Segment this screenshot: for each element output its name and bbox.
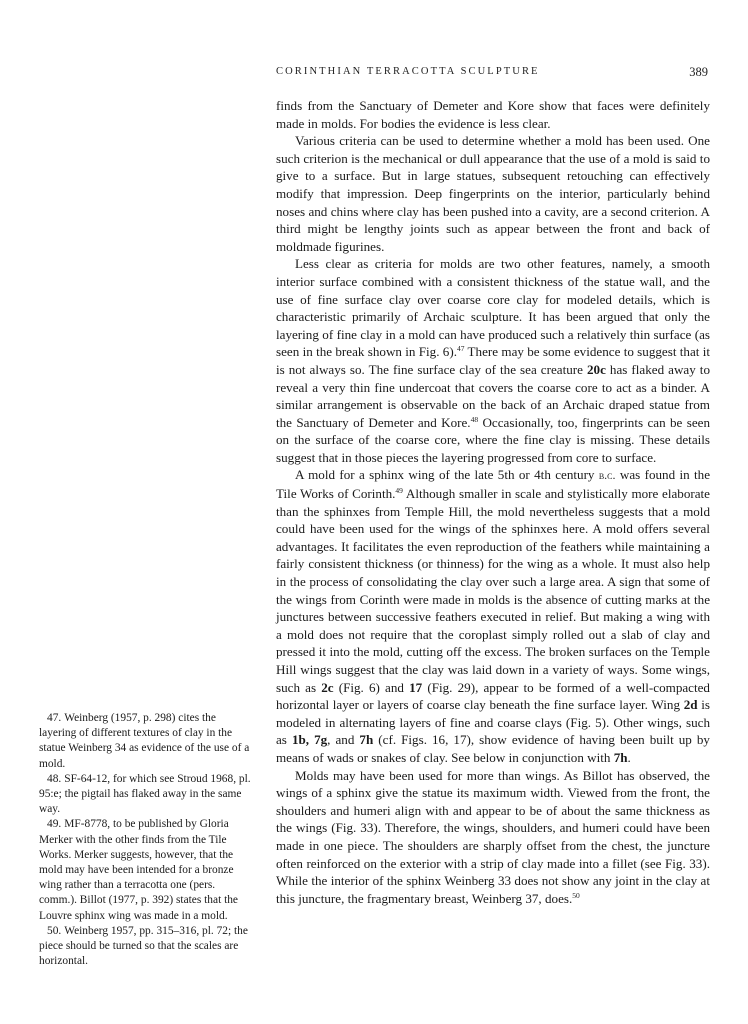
- footnote-47: [39, 711, 251, 772]
- text-run: has flaked away to reveal a very thin fine undercoat that covers the coarse core to act as a binder. A similar arrangement is observable on the back of an Archaic draped statue from the Sanctuary of Demeter and Kore.: [276, 361, 710, 430]
- catalog-ref: 20c: [586, 361, 606, 377]
- paragraph-5: [276, 767, 710, 908]
- text-run: A mold for a sphinx wing of the late 5th or 4th century: [295, 467, 599, 483]
- text-run: (cf. Figs. 16, 17), show evidence of having been built up by means of wads or snakes of clay. See below in conjunction with: [276, 732, 710, 765]
- catalog-ref: 2d: [683, 697, 698, 713]
- footnote-number: 50.: [47, 924, 62, 937]
- paragraph-2: Various criteria can be used to determine whether a mold has been used. One such criterion is the mechanical or dull appearance that the use of a mold is said to give to a surface. But in large statues, subsequent retouching can effectively modify that impression. Deep fingerprints on the interior, particularly behind noses and chins where clay has been pushed into a cavity, are a second criterion. A third might be lengthy joints such as appear between the front and back of moldmade figurines.: [276, 133, 710, 254]
- text-run: (Fig. 29), appear to be formed of a well-compacted horizontal layer or layers of coarse clay beneath the fine surface layer. Wing: [276, 679, 710, 713]
- text-run: is modeled in alternating layers of fine and coarse clays (Fig. 5). Other wings, such as: [276, 697, 710, 748]
- footnote-text: SF-64-12, for which see Stroud 1968, pl. 95:e; the pigtail has flaked away in the same way.: [39, 772, 251, 816]
- paragraph-4: [276, 466, 710, 766]
- footnote-ref-49[interactable]: 49: [395, 486, 403, 496]
- main-text-column: [276, 97, 710, 907]
- footnote-49: [39, 817, 251, 923]
- footnote-text: Weinberg 1957, pp. 315–316, pl. 72; the piece should be turned so that the scales are horizontal.: [39, 924, 248, 968]
- text-run: .: [627, 749, 631, 765]
- text-run: Molds may have been used for more than wings. As Billot has observed, the wings of a sphinx give the statue its maximum width. Viewed from the front, the shoulders and humeri align with and appear to be of about the same thickness as the wings (Fig. 33). Therefore, the wings, shoulders, and humeri could have been made in one piece. The shoulders are sharply offset from the chest, the juncture often reinforced on the exterior with a strip of clay made into a fillet (see Fig. 33). While the interior of the sphinx Weinberg 33 does not show any joint in the clay at this juncture, the fragmentary breast, Weinberg 37, does.: [276, 767, 710, 906]
- text-run: Occasionally, too, fingerprints can be seen on the surface of the coarse core, where the fine clay is missing. These details suggest that in those pieces the layering progressed from core to surface.: [276, 414, 710, 465]
- catalog-ref: 17: [409, 679, 423, 695]
- footnote-text: Weinberg (1957, p. 298) cites the layering of different textures of clay in the statue Weinberg 34 as evidence of the use of a mold.: [39, 712, 250, 770]
- footnote-ref-50[interactable]: 50: [572, 890, 580, 900]
- catalog-ref: 2c: [321, 679, 334, 695]
- paragraph-3: [276, 255, 710, 466]
- page-number: 389: [689, 65, 708, 79]
- footnote-50: [39, 924, 251, 970]
- text-run: Although smaller in scale and stylistically more elaborate than the sphinxes from Temple Hill, the mold nevertheless suggests that a mold could have been used for the wings of the sphinxes here. A mold offers several advantages. It facilitates the even reproduction of the feathers while maintaining a fairly consistent thickness (or thinness) for the wing as a whole. It must also help in the process of consolidating the clay over such a large area. A sign that some of the wings from Corinth were made in molds is the absence of cutting marks at the junctures between successive feathers executed in relief. But making a wing with a mold does not require that the coroplast simply rolled out a slab of clay and pressed it into the mold, cutting off the excess. The broken surfaces on the Temple Hill wings suggest that the clay was laid down in a variety of ways. Some wings, such as: [276, 486, 710, 695]
- paragraph-1: finds from the Sanctuary of Demeter and Kore show that faces were definitely made in molds. For bodies the evidence is less clear.: [276, 98, 710, 131]
- running-title: CORINTHIAN TERRACOTTA SCULPTURE: [276, 66, 540, 77]
- footnote-ref-47[interactable]: 47: [456, 344, 465, 354]
- footnote-number: 47.: [47, 712, 62, 724]
- footnote-48: [39, 772, 251, 818]
- footnote-ref-48[interactable]: 48: [470, 414, 479, 424]
- footnotes: [39, 711, 251, 969]
- text-run: There may be some evidence to suggest that it is not always so. The fine surface clay of the sea creature: [276, 344, 710, 377]
- catalog-ref: 7h: [613, 749, 628, 765]
- text-run: (Fig. 6) and: [333, 679, 410, 695]
- text-run: was found in the Tile Works of Corinth.: [276, 467, 711, 502]
- catalog-ref: 7h: [359, 732, 374, 748]
- text-run: Less clear as criteria for molds are two other features, namely, a smooth interior surface combined with a consistent thickness of the statue wall, and the use of fine surface clay over coarse core clay for modeled details, which is characteristic primarily of Archaic sculpture. It has been argued that only the layering of fine clay in a mold can have produced such a relatively thin surface (as seen in the break shown in Fig. 6).: [276, 256, 710, 360]
- running-header: [276, 66, 710, 77]
- footnote-number: 48.: [47, 772, 62, 785]
- footnote-number: 49.: [47, 818, 62, 831]
- text-run: , and: [327, 732, 360, 748]
- footnote-text: MF-8778, to be published by Gloria Merker with the other finds from the Tile Works. Merker suggests, however, that the mold may have been intended for a bronze wing rather than a terracotta one (pers. comm.). Billot (1977, p. 392) states that the Louvre sphinx wing was made in a mold.: [39, 818, 238, 922]
- catalog-ref: 1b, 7g: [291, 732, 328, 748]
- era-abbrev: b.c.: [598, 468, 616, 483]
